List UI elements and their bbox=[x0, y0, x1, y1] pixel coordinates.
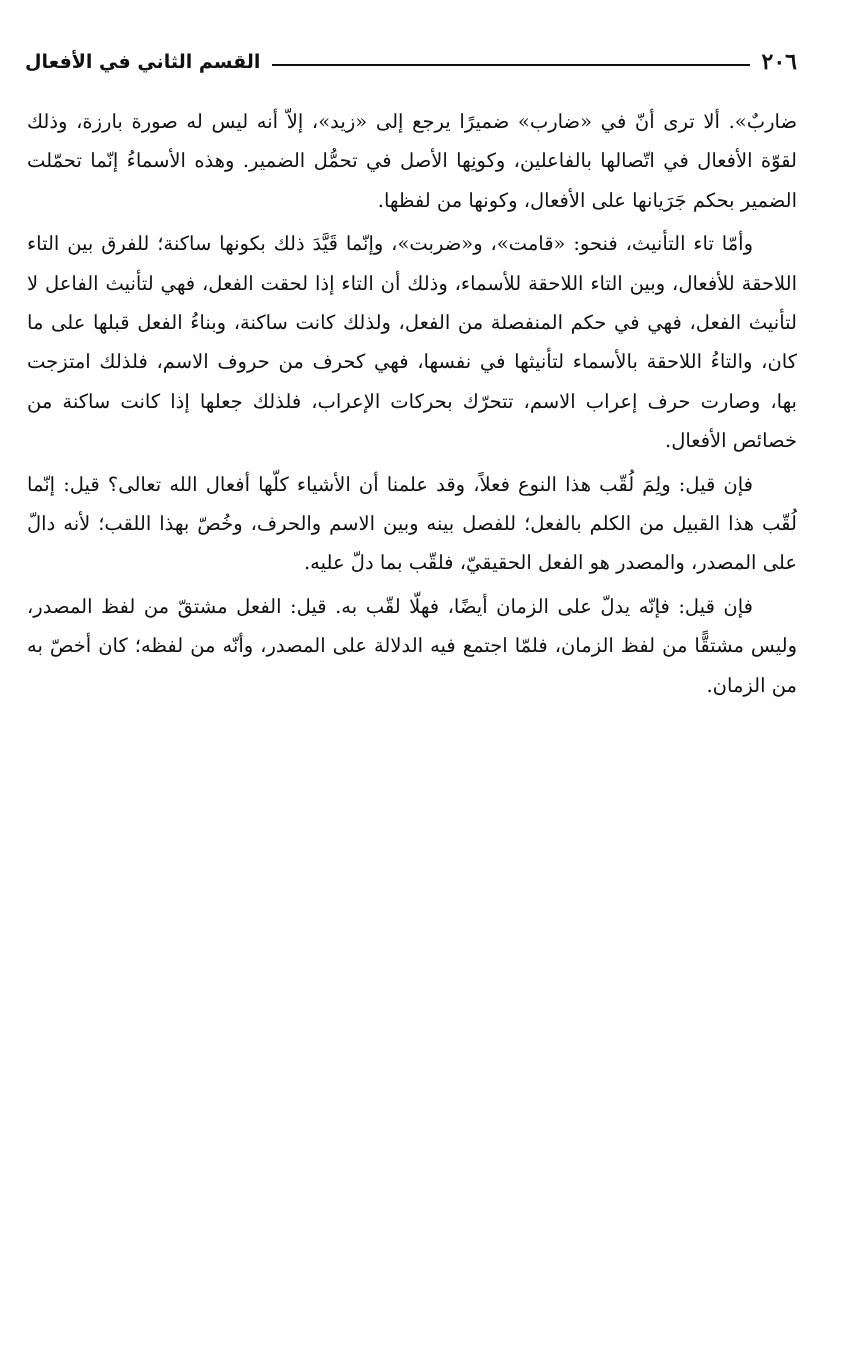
paragraph-2: وأمّا تاء التأنيث، فنحو: «قامت»، و«ضربت»، وإنّما قَيَّدَ ذلك بكونها ساكنة؛ للفرق بين التاء اللاحقة للأفعال، وبين التاء اللاحقة للأسماء، وذلك أن التاء إذا لحقت الفعل، فهي لتأنيث الفاعل لا لتأنيث الفعل، فهي في حكم المنفصلة من الفعل، ولذلك كانت ساكنة، وبناءُ الفعل قبلها على ما كان، والتاءُ اللاحقة بالأسماء لتأنيثها في نفسها، فهي كحرف من حروف الاسم، فلذلك امتزجت بها، وصارت حرف إعراب الاسم، تتحرّك بحركات الإعراب، فلذلك جعلها إذا كانت ساكنة من خصائص الأفعال. bbox=[27, 232, 797, 453]
header-rule bbox=[272, 64, 749, 66]
paragraph-1: ضاربٌ». ألا ترى أنّ في «ضارب» ضميرًا يرجع إلى «زيد»، إلاّ أنه ليس له صورة بارزة، وذلك لقوّة الأفعال في اتّصالها بالفاعلين، وكونِها الأصل في تحمُّل الضمير. وهذه الأسماءُ إنّما تحمّلت الضمير بحكم جَرَيانها على الأفعال، وكونها من لفظها. bbox=[27, 110, 797, 212]
page-number: ٢٠٦ bbox=[761, 49, 797, 75]
paragraph-4: فإن قيل: فإنّه يدلّ على الزمان أيضًا، فهلّا لقّب به. قيل: الفعل مشتقّ من لفظ المصدر، وليس مشتقًّا من لفظ الزمان، فلمّا اجتمع فيه الدلالة على المصدر، وأنّه من لفظه؛ كان أخصّ به من الزمان. bbox=[27, 594, 797, 697]
page-header bbox=[25, 44, 797, 80]
paragraph-3: فإن قيل: ولِمَ لُقّب هذا النوع فعلاً، وقد علمنا أن الأشياء كلّها أفعال الله تعالى؟ قيل: إنّما لُقّب هذا القبيل من الكلم بالفعل؛ للفصل بينه وبين الاسم والحرف، وخُصّ بهذا اللقب؛ لأنه دالّ على المصدر، والمصدر هو الفعل الحقيقيّ، فلقّب بما دلّ عليه. bbox=[27, 472, 797, 575]
body-text bbox=[27, 102, 797, 709]
running-title: القسم الثاني في الأفعال bbox=[25, 51, 261, 73]
